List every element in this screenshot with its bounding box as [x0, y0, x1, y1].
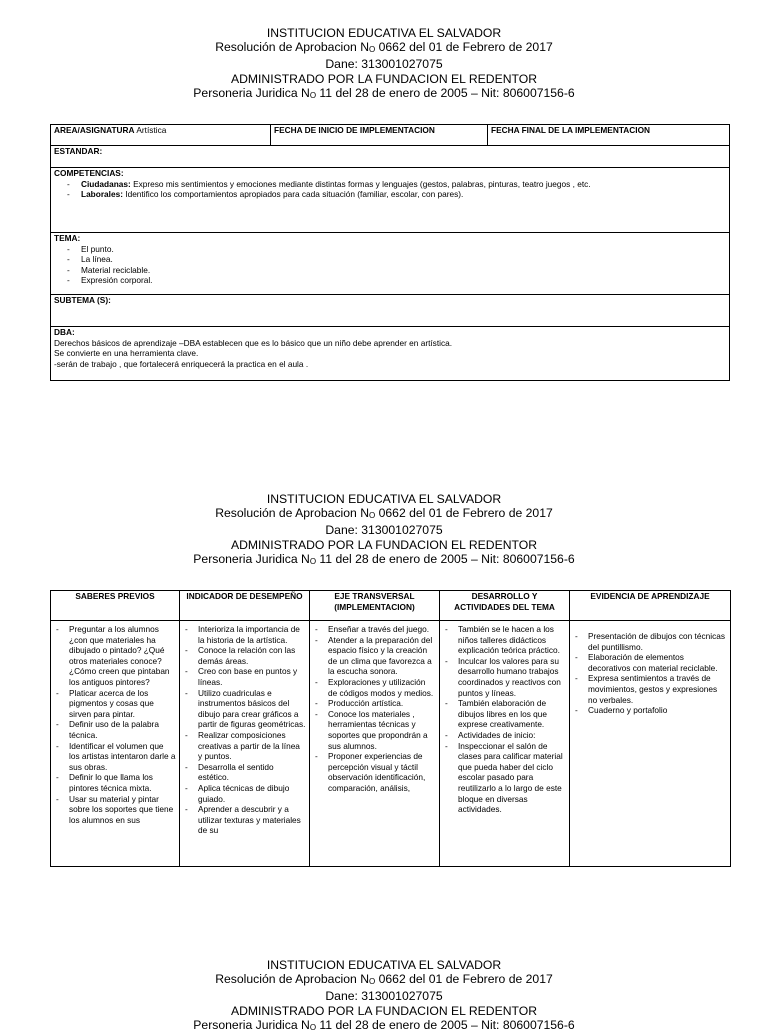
activities-table — [50, 590, 731, 867]
dba-line: -serán de trabajo , que fortalecerá enriquecerá la practica en el aula . — [54, 358, 309, 369]
institution-name: INSTITUCION EDUCATIVA EL SALVADOR — [266, 958, 502, 972]
fecha-final-cell: FECHA FINAL DE LA IMPLEMENTACION — [491, 125, 651, 135]
tema-item: - El punto. — [67, 244, 726, 255]
administered-line: ADMINISTRADO POR LA FUNDACION EL REDENTOR — [230, 537, 538, 552]
dane-line: Dane: 313001027075 — [325, 57, 443, 72]
eje-item: - Enseñar a través del juego. — [315, 624, 436, 635]
header-saberes: SABERES PREVIOS — [51, 591, 180, 621]
indicador-item: - Interioriza la importancia de la historia de la artística. — [185, 624, 306, 645]
eje-item: - Proponer experiencias de percepción visual y táctil observación identificación, comparación, análisis, — [315, 751, 436, 793]
saberes-item: - Usar su material y pintar sobre los soportes que tiene los alumnos en sus — [56, 794, 176, 826]
desarrollo-item: - También elaboración de dibujos libres en los que exprese creativamente. — [445, 698, 566, 730]
saberes-item: - Identificar el volumen que los artistas intentaron darle a sus obras. — [56, 741, 176, 773]
evidencia-item: - Presentación de dibujos con técnicas del puntillismo. — [575, 631, 727, 652]
indicador-item: - Utilizo cuadriculas e instrumentos básicos del dibujo para crear gráficos a partir de figuras geométricas. — [185, 688, 306, 730]
table-header-row — [51, 591, 731, 621]
evidencia-list — [573, 631, 727, 716]
cell-indicador — [180, 621, 310, 867]
letterhead-3 — [0, 958, 768, 1035]
desarrollo-item: - Actividades de inicio: — [445, 730, 566, 741]
saberes-item: - Definir uso de la palabra técnica. — [56, 719, 176, 740]
indicador-item: - Conoce la relación con las demás áreas. — [185, 645, 306, 666]
dba-line: Se convierte en una herramienta clave. — [54, 348, 199, 358]
personeria-line: Personeria Juridica NO 11 del 28 de enero de 2005 – Nit: 806007156-6 — [193, 1017, 575, 1032]
header-indicador: INDICADOR DE DESEMPEÑO — [180, 591, 310, 621]
evidencia-item: - Expresa sentimientos a través de movimientos, gestos y expresiones no verbales. — [575, 673, 727, 705]
competencias-list — [54, 179, 726, 200]
cell-saberes — [51, 621, 180, 867]
header-desarrollo: DESARROLLO Y ACTIVIDADES DEL TEMA — [440, 591, 570, 621]
tema-item: - La línea. — [67, 254, 726, 265]
dane-line: Dane: 313001027075 — [325, 523, 443, 538]
eje-item: - Atender a la preparación del espacio físico y la creación de un clima que favorezca a la escucha sonora. — [315, 635, 436, 677]
institution-name: INSTITUCION EDUCATIVA EL SALVADOR — [266, 26, 502, 40]
eje-item: - Producción artística. — [315, 698, 436, 709]
institution-name: INSTITUCION EDUCATIVA EL SALVADOR — [266, 492, 502, 506]
saberes-item: - Preguntar a los alumnos ¿con que materiales ha dibujado o pintado? ¿Qué otros materiales conoce? ¿Cómo creen que pintaban los antiguos pintores? — [56, 624, 176, 688]
competencias-row: COMPETENCIAS: - Ciudadanas: Expreso mis sentimientos y emociones mediante distintas formas y lenguajes (gestos, palabras, pinturas, teatro juegos , etc. - Laborales: Identifico los comportamientos apropiados para cada situación (familiar, escolar, con pares). — [51, 168, 729, 233]
tema-list — [54, 244, 726, 286]
administered-line: ADMINISTRADO POR LA FUNDACION EL REDENTOR — [230, 1003, 538, 1018]
plan-row-area — [51, 125, 729, 146]
table-row — [51, 621, 731, 867]
fecha-inicio-cell: FECHA DE INICIO DE IMPLEMENTACION — [271, 125, 488, 145]
cell-eje — [310, 621, 440, 867]
desarrollo-list — [443, 624, 566, 815]
dane-line: Dane: 313001027075 — [325, 989, 443, 1004]
indicador-item: - Aprender a descubrir y a utilizar texturas y materiales de su — [185, 804, 306, 836]
indicador-item: - Desarrolla el sentido estético. — [185, 762, 306, 783]
plan-table — [50, 124, 730, 381]
resolution-line: Resolución de Aprobacion NO 0662 del 01 de Febrero de 2017 — [215, 972, 553, 987]
personeria-line: Personeria Juridica NO 11 del 28 de enero de 2005 – Nit: 806007156-6 — [193, 85, 575, 100]
cell-evidencia — [570, 621, 731, 867]
saberes-list — [54, 624, 176, 825]
resolution-line: Resolución de Aprobacion NO 0662 del 01 de Febrero de 2017 — [215, 506, 553, 521]
evidencia-item: - Cuaderno y portafolio — [575, 705, 727, 716]
letterhead-2 — [0, 492, 768, 569]
competencia-item: - Laborales: Identifico los comportamientos apropiados para cada situación (familiar, escolar, con pares). — [67, 189, 726, 200]
header-evidencia: EVIDENCIA DE APRENDIZAJE — [570, 591, 731, 621]
dba-line: Derechos básicos de aprendizaje –DBA establecen que es lo básico que un niño debe aprender en artística. — [54, 337, 453, 348]
area-cell: AREA/ASIGNATURA Artística — [51, 125, 271, 145]
desarrollo-item: - Inculcar los valores para su desarrollo humano trabajos coordinados y reactivos con puntos y líneas. — [445, 656, 566, 698]
header-eje: EJE TRANSVERSAL (IMPLEMENTACION) — [310, 591, 440, 621]
letterhead-1 — [0, 26, 768, 103]
indicador-list — [183, 624, 306, 836]
indicador-item: - Creo con base en puntos y líneas. — [185, 666, 306, 687]
cell-desarrollo — [440, 621, 570, 867]
saberes-item: - Definir lo que llama los pintores técnica mixta. — [56, 772, 176, 793]
administered-line: ADMINISTRADO POR LA FUNDACION EL REDENTOR — [230, 71, 538, 86]
indicador-item: - Aplica técnicas de dibujo guiado. — [185, 783, 306, 804]
resolution-line: Resolución de Aprobacion NO 0662 del 01 de Febrero de 2017 — [215, 40, 553, 55]
desarrollo-item: - Inspeccionar el salón de clases para calificar material que pueda haber del ciclo escolar pasado para reutilizarlo a lo largo de este bloque en diversas actividades. — [445, 741, 566, 815]
indicador-item: - Realizar composiciones creativas a partir de la línea y puntos. — [185, 730, 306, 762]
dba-row: DBA: Derechos básicos de aprendizaje –DBA establecen que es lo básico que un niño debe aprender en artística. Se convierte en una herramienta clave. -serán de trabajo , que fortalecerá enriquecerá la practica en el aula . — [51, 327, 729, 380]
evidencia-item: - Elaboración de elementos decorativos con material reciclable. — [575, 652, 727, 673]
tema-item: - Expresión corporal. — [67, 275, 726, 286]
subtema-row: SUBTEMA (S): — [51, 295, 729, 327]
eje-list — [313, 624, 436, 794]
competencia-item: - Ciudadanas: Expreso mis sentimientos y emociones mediante distintas formas y lenguajes (gestos, palabras, pinturas, teatro juegos , etc. — [67, 179, 726, 190]
eje-item: - Conoce los materiales , herramientas técnicas y soportes que propondrán a sus alumnos. — [315, 709, 436, 751]
tema-item: - Material reciclable. — [67, 265, 726, 276]
saberes-item: - Platicar acerca de los pigmentos y cosas que sirven para pintar. — [56, 688, 176, 720]
desarrollo-item: - También se le hacen a los niños talleres didácticos explicación teórica práctico. — [445, 624, 566, 656]
personeria-line: Personeria Juridica NO 11 del 28 de enero de 2005 – Nit: 806007156-6 — [193, 551, 575, 566]
estandar-row: ESTANDAR: — [51, 146, 729, 168]
tema-row: TEMA: - El punto. - La línea. - Material reciclable. - Expresión corporal. — [51, 233, 729, 295]
eje-item: - Exploraciones y utilización de códigos modos y medios. — [315, 677, 436, 698]
